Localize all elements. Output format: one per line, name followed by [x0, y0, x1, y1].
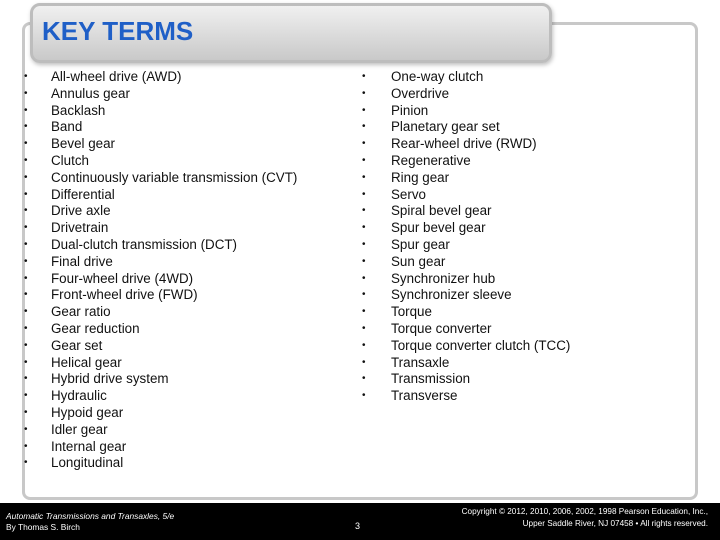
term-item — [24, 187, 297, 204]
copyright-line-2: Upper Saddle River, NJ 07458 • All rights reserved. — [522, 519, 708, 528]
left-terms-list — [24, 69, 297, 472]
term-label: Final drive — [51, 253, 113, 269]
term-item — [362, 69, 570, 86]
footer-book-title: Automatic Transmissions and Transaxles, 5/e — [6, 511, 175, 521]
term-label: Torque converter clutch (TCC) — [391, 337, 571, 353]
term-label: Sun gear — [391, 253, 446, 269]
term-label: Servo — [391, 186, 426, 202]
bullet-icon: • — [24, 171, 28, 183]
term-label: Internal gear — [51, 438, 127, 454]
term-item — [24, 371, 297, 388]
term-label: Idler gear — [51, 421, 108, 437]
term-item — [362, 119, 570, 136]
footer-copyright — [462, 506, 708, 530]
bullet-icon: • — [24, 423, 28, 435]
bullet-icon: • — [24, 322, 28, 334]
bullet-icon: • — [24, 87, 28, 99]
bullet-icon: • — [24, 71, 28, 82]
term-item — [24, 220, 297, 237]
bullet-icon: • — [362, 255, 366, 267]
term-label: Longitudinal — [51, 455, 124, 471]
term-label: Dual-clutch transmission (DCT) — [51, 236, 238, 252]
bullet-icon: • — [24, 121, 28, 133]
term-label: Differential — [51, 186, 115, 202]
bullet-icon: • — [362, 138, 366, 150]
bullet-icon: • — [362, 390, 366, 402]
term-label: Drive axle — [51, 203, 111, 219]
term-label: Front-wheel drive (FWD) — [51, 287, 198, 303]
term-label: Transaxle — [391, 354, 450, 370]
bullet-icon: • — [24, 188, 28, 200]
term-label: Spur bevel gear — [391, 220, 486, 236]
term-item — [24, 321, 297, 338]
term-label: Clutch — [51, 152, 89, 168]
bullet-icon: • — [362, 373, 366, 385]
bullet-icon: • — [362, 272, 366, 284]
bullet-icon: • — [362, 71, 366, 82]
term-item — [362, 86, 570, 103]
term-item — [24, 388, 297, 405]
term-item — [362, 153, 570, 170]
bullet-icon: • — [24, 390, 28, 402]
bullet-icon: • — [24, 104, 28, 116]
term-label: Spiral bevel gear — [391, 203, 492, 219]
term-label: Gear reduction — [51, 320, 140, 336]
term-label: Bevel gear — [51, 136, 116, 152]
term-item — [362, 170, 570, 187]
term-label: Band — [51, 119, 83, 135]
term-label: Torque — [391, 304, 432, 320]
bullet-icon: • — [24, 138, 28, 150]
term-label: Hybrid drive system — [51, 371, 169, 387]
term-item — [362, 388, 570, 405]
bullet-icon: • — [24, 306, 28, 318]
term-item — [24, 439, 297, 456]
bullet-icon: • — [362, 356, 366, 368]
term-item — [24, 271, 297, 288]
term-item — [362, 203, 570, 220]
term-label: Rear-wheel drive (RWD) — [391, 136, 537, 152]
term-item — [362, 321, 570, 338]
term-item — [24, 304, 297, 321]
bullet-icon: • — [24, 406, 28, 418]
term-label: Spur gear — [391, 236, 450, 252]
term-label: Transverse — [391, 388, 458, 404]
term-item — [24, 69, 297, 86]
bullet-icon: • — [362, 154, 366, 166]
footer-bar — [0, 503, 720, 540]
bullet-icon: • — [24, 339, 28, 351]
term-item — [24, 170, 297, 187]
term-item — [362, 304, 570, 321]
right-terms-list — [362, 69, 570, 405]
term-item — [24, 405, 297, 422]
bullet-icon: • — [362, 222, 366, 234]
bullet-icon: • — [362, 188, 366, 200]
term-label: Synchronizer hub — [391, 270, 496, 286]
term-label: Four-wheel drive (4WD) — [51, 270, 194, 286]
term-item — [362, 220, 570, 237]
term-label: Backlash — [51, 102, 106, 118]
term-label: Continuously variable transmission (CVT) — [51, 169, 298, 185]
bullet-icon: • — [24, 373, 28, 385]
bullet-icon: • — [362, 238, 366, 250]
term-label: Gear set — [51, 337, 103, 353]
bullet-icon: • — [24, 272, 28, 284]
bullet-icon: • — [362, 87, 366, 99]
footer-book-info — [6, 511, 174, 533]
term-item — [24, 338, 297, 355]
term-label: Gear ratio — [51, 304, 111, 320]
page-number: 3 — [355, 521, 361, 531]
term-item — [24, 254, 297, 271]
term-item — [362, 136, 570, 153]
bullet-icon: • — [24, 238, 28, 250]
bullet-icon: • — [24, 255, 28, 267]
slide-title: KEY TERMS — [42, 16, 194, 46]
term-item — [362, 271, 570, 288]
term-label: Planetary gear set — [391, 119, 500, 135]
bullet-icon: • — [24, 205, 28, 217]
bullet-icon: • — [24, 457, 28, 469]
term-label: Hypoid gear — [51, 404, 124, 420]
term-label: Hydraulic — [51, 388, 107, 404]
term-item — [24, 153, 297, 170]
term-item — [24, 287, 297, 304]
bullet-icon: • — [362, 121, 366, 133]
bullet-icon: • — [362, 104, 366, 116]
bullet-icon: • — [362, 339, 366, 351]
footer-author: By Thomas S. Birch — [6, 522, 80, 532]
term-item — [362, 338, 570, 355]
term-label: Pinion — [391, 102, 429, 118]
copyright-line-1: Copyright © 2012, 2010, 2006, 2002, 1998 Pearson Education, Inc., — [461, 507, 708, 516]
bullet-icon: • — [24, 222, 28, 234]
term-item — [24, 86, 297, 103]
bullet-icon: • — [362, 306, 366, 318]
bullet-icon: • — [24, 356, 28, 368]
bullet-icon: • — [362, 171, 366, 183]
term-label: Helical gear — [51, 354, 122, 370]
term-label: Torque converter — [391, 320, 492, 336]
term-item — [24, 136, 297, 153]
term-label: Overdrive — [391, 85, 450, 101]
term-label: Annulus gear — [51, 85, 130, 101]
term-item — [24, 103, 297, 120]
term-label: Synchronizer sleeve — [391, 287, 512, 303]
bullet-icon: • — [362, 289, 366, 301]
term-label: Ring gear — [391, 169, 450, 185]
term-label: Transmission — [391, 371, 471, 387]
term-item — [362, 103, 570, 120]
bullet-icon: • — [362, 322, 366, 334]
term-item — [24, 203, 297, 220]
term-item — [362, 287, 570, 304]
term-item — [24, 455, 297, 472]
term-item — [362, 237, 570, 254]
term-item — [24, 119, 297, 136]
term-item — [24, 422, 297, 439]
term-label: Drivetrain — [51, 220, 109, 236]
bullet-icon: • — [24, 289, 28, 301]
term-label: One-way clutch — [391, 69, 484, 84]
term-item — [362, 355, 570, 372]
bullet-icon: • — [24, 440, 28, 452]
term-item — [24, 355, 297, 372]
bullet-icon: • — [362, 205, 366, 217]
term-item — [362, 254, 570, 271]
term-label: All-wheel drive (AWD) — [51, 69, 182, 84]
term-item — [362, 187, 570, 204]
term-label: Regenerative — [391, 152, 471, 168]
bullet-icon: • — [24, 154, 28, 166]
term-item — [24, 237, 297, 254]
term-item — [362, 371, 570, 388]
